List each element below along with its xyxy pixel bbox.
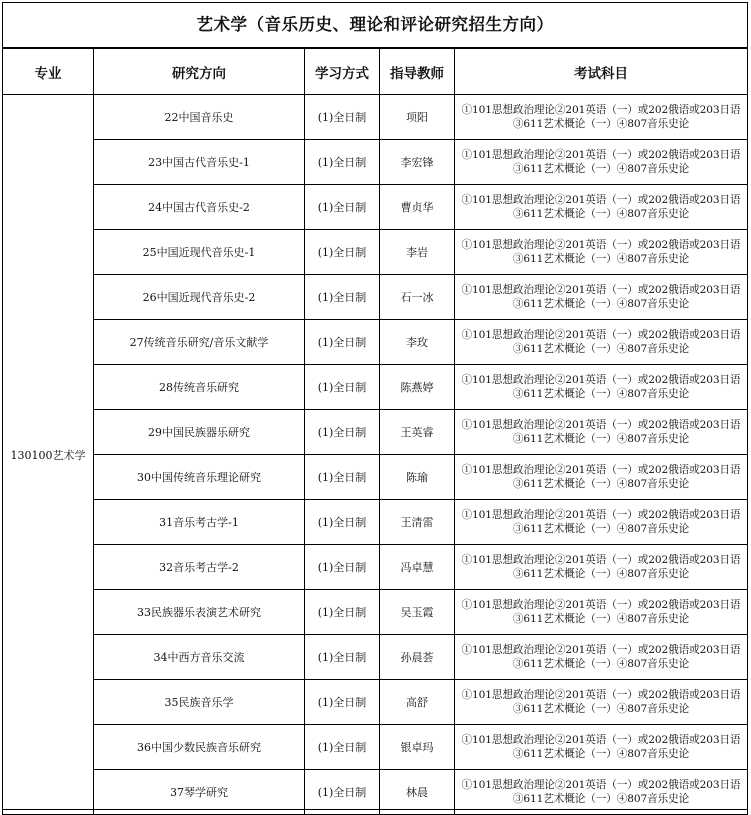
exam-line-2: ③611艺术概论（一）④807音乐史论 — [512, 433, 690, 445]
direction-cell: 23中国古代音乐史-1 — [94, 140, 305, 185]
exam-line-1: ①101思想政治理论②201英语（一）或202俄语或203日语 — [461, 104, 741, 116]
exam-cell — [455, 680, 748, 725]
mode-cell: (1)全日制 — [305, 140, 380, 185]
enrollment-table-container — [2, 2, 748, 810]
direction-cell: 29中国民族器乐研究 — [94, 410, 305, 455]
table-row — [3, 365, 748, 410]
exam-line-1: ①101思想政治理论②201英语（一）或202俄语或203日语 — [461, 779, 741, 791]
direction-cell: 30中国传统音乐理论研究 — [94, 455, 305, 500]
exam-line-2: ③611艺术概论（一）④807音乐史论 — [512, 118, 690, 130]
exam-line-1: ①101思想政治理论②201英语（一）或202俄语或203日语 — [461, 239, 741, 251]
direction-cell: 33民族器乐表演艺术研究 — [94, 590, 305, 635]
exam-cell — [455, 725, 748, 770]
exam-line-1: ①101思想政治理论②201英语（一）或202俄语或203日语 — [461, 419, 741, 431]
direction-cell: 35民族音乐学 — [94, 680, 305, 725]
exam-line-2: ③611艺术概论（一）④807音乐史论 — [512, 163, 690, 175]
major-cell: 130100艺术学 — [3, 95, 94, 815]
advisor-cell: 石一冰 — [380, 275, 455, 320]
direction-cell: 28传统音乐研究 — [94, 365, 305, 410]
exam-line-1: ①101思想政治理论②201英语（一）或202俄语或203日语 — [461, 734, 741, 746]
table-row — [3, 590, 748, 635]
advisor-cell: 项阳 — [380, 95, 455, 140]
direction-cell: 25中国近现代音乐史-1 — [94, 230, 305, 275]
advisor-cell: 高舒 — [380, 680, 455, 725]
mode-cell: (1)全日制 — [305, 725, 380, 770]
table-row — [3, 410, 748, 455]
advisor-cell: 林晨 — [380, 770, 455, 815]
advisor-cell: 李玫 — [380, 320, 455, 365]
direction-cell: 26中国近现代音乐史-2 — [94, 275, 305, 320]
exam-line-2: ③611艺术概论（一）④807音乐史论 — [512, 523, 690, 535]
exam-cell — [455, 410, 748, 455]
mode-cell: (1)全日制 — [305, 635, 380, 680]
exam-line-2: ③611艺术概论（一）④807音乐史论 — [512, 568, 690, 580]
direction-cell: 27传统音乐研究/音乐文献学 — [94, 320, 305, 365]
table-row — [3, 455, 748, 500]
direction-cell: 37琴学研究 — [94, 770, 305, 815]
advisor-cell: 李宏锋 — [380, 140, 455, 185]
exam-cell — [455, 455, 748, 500]
exam-line-2: ③611艺术概论（一）④807音乐史论 — [512, 298, 690, 310]
table-row — [3, 230, 748, 275]
exam-line-1: ①101思想政治理论②201英语（一）或202俄语或203日语 — [461, 284, 741, 296]
exam-line-2: ③611艺术概论（一）④807音乐史论 — [512, 658, 690, 670]
header-major: 专业 — [3, 49, 94, 95]
exam-line-2: ③611艺术概论（一）④807音乐史论 — [512, 208, 690, 220]
mode-cell: (1)全日制 — [305, 230, 380, 275]
advisor-cell: 吴玉霞 — [380, 590, 455, 635]
exam-cell — [455, 545, 748, 590]
advisor-cell: 陈燕婷 — [380, 365, 455, 410]
mode-cell: (1)全日制 — [305, 365, 380, 410]
direction-cell: 24中国古代音乐史-2 — [94, 185, 305, 230]
exam-cell — [455, 500, 748, 545]
exam-line-2: ③611艺术概论（一）④807音乐史论 — [512, 253, 690, 265]
mode-cell: (1)全日制 — [305, 545, 380, 590]
enrollment-table — [2, 48, 748, 815]
advisor-cell: 冯卓慧 — [380, 545, 455, 590]
header-mode: 学习方式 — [305, 49, 380, 95]
header-advisor: 指导教师 — [380, 49, 455, 95]
table-body — [3, 95, 748, 815]
page-title: 艺术学（音乐历史、理论和评论研究招生方向） — [3, 3, 747, 48]
table-row — [3, 140, 748, 185]
mode-cell: (1)全日制 — [305, 455, 380, 500]
exam-line-1: ①101思想政治理论②201英语（一）或202俄语或203日语 — [461, 644, 741, 656]
table-row — [3, 545, 748, 590]
table-row — [3, 680, 748, 725]
direction-cell: 22中国音乐史 — [94, 95, 305, 140]
exam-line-1: ①101思想政治理论②201英语（一）或202俄语或203日语 — [461, 194, 741, 206]
mode-cell: (1)全日制 — [305, 680, 380, 725]
exam-cell — [455, 275, 748, 320]
mode-cell: (1)全日制 — [305, 275, 380, 320]
table-row — [3, 95, 748, 140]
table-row — [3, 725, 748, 770]
exam-line-1: ①101思想政治理论②201英语（一）或202俄语或203日语 — [461, 599, 741, 611]
header-direction: 研究方向 — [94, 49, 305, 95]
exam-cell — [455, 770, 748, 815]
advisor-cell: 李岩 — [380, 230, 455, 275]
advisor-cell: 曹贞华 — [380, 185, 455, 230]
exam-cell — [455, 320, 748, 365]
exam-line-2: ③611艺术概论（一）④807音乐史论 — [512, 388, 690, 400]
exam-line-2: ③611艺术概论（一）④807音乐史论 — [512, 343, 690, 355]
exam-cell — [455, 230, 748, 275]
exam-line-1: ①101思想政治理论②201英语（一）或202俄语或203日语 — [461, 689, 741, 701]
exam-line-2: ③611艺术概论（一）④807音乐史论 — [512, 793, 690, 805]
exam-line-1: ①101思想政治理论②201英语（一）或202俄语或203日语 — [461, 149, 741, 161]
mode-cell: (1)全日制 — [305, 95, 380, 140]
table-row — [3, 500, 748, 545]
table-row — [3, 770, 748, 815]
exam-cell — [455, 590, 748, 635]
direction-cell: 32音乐考古学-2 — [94, 545, 305, 590]
header-exam: 考试科目 — [455, 49, 748, 95]
advisor-cell: 孙晨荟 — [380, 635, 455, 680]
direction-cell: 36中国少数民族音乐研究 — [94, 725, 305, 770]
table-row — [3, 320, 748, 365]
exam-line-1: ①101思想政治理论②201英语（一）或202俄语或203日语 — [461, 374, 741, 386]
direction-cell: 34中西方音乐交流 — [94, 635, 305, 680]
direction-cell: 31音乐考古学-1 — [94, 500, 305, 545]
advisor-cell: 王英睿 — [380, 410, 455, 455]
exam-cell — [455, 95, 748, 140]
exam-cell — [455, 365, 748, 410]
exam-line-1: ①101思想政治理论②201英语（一）或202俄语或203日语 — [461, 464, 741, 476]
exam-line-1: ①101思想政治理论②201英语（一）或202俄语或203日语 — [461, 509, 741, 521]
table-row — [3, 635, 748, 680]
exam-line-2: ③611艺术概论（一）④807音乐史论 — [512, 748, 690, 760]
exam-line-1: ①101思想政治理论②201英语（一）或202俄语或203日语 — [461, 554, 741, 566]
mode-cell: (1)全日制 — [305, 185, 380, 230]
mode-cell: (1)全日制 — [305, 500, 380, 545]
header-row — [3, 49, 748, 95]
advisor-cell: 陈瑜 — [380, 455, 455, 500]
exam-cell — [455, 185, 748, 230]
mode-cell: (1)全日制 — [305, 320, 380, 365]
exam-cell — [455, 635, 748, 680]
exam-line-2: ③611艺术概论（一）④807音乐史论 — [512, 478, 690, 490]
advisor-cell: 银卓玛 — [380, 725, 455, 770]
mode-cell: (1)全日制 — [305, 410, 380, 455]
exam-line-1: ①101思想政治理论②201英语（一）或202俄语或203日语 — [461, 329, 741, 341]
advisor-cell: 王清雷 — [380, 500, 455, 545]
exam-cell — [455, 140, 748, 185]
table-row — [3, 275, 748, 320]
exam-line-2: ③611艺术概论（一）④807音乐史论 — [512, 613, 690, 625]
exam-line-2: ③611艺术概论（一）④807音乐史论 — [512, 703, 690, 715]
mode-cell: (1)全日制 — [305, 590, 380, 635]
mode-cell: (1)全日制 — [305, 770, 380, 815]
table-row — [3, 185, 748, 230]
